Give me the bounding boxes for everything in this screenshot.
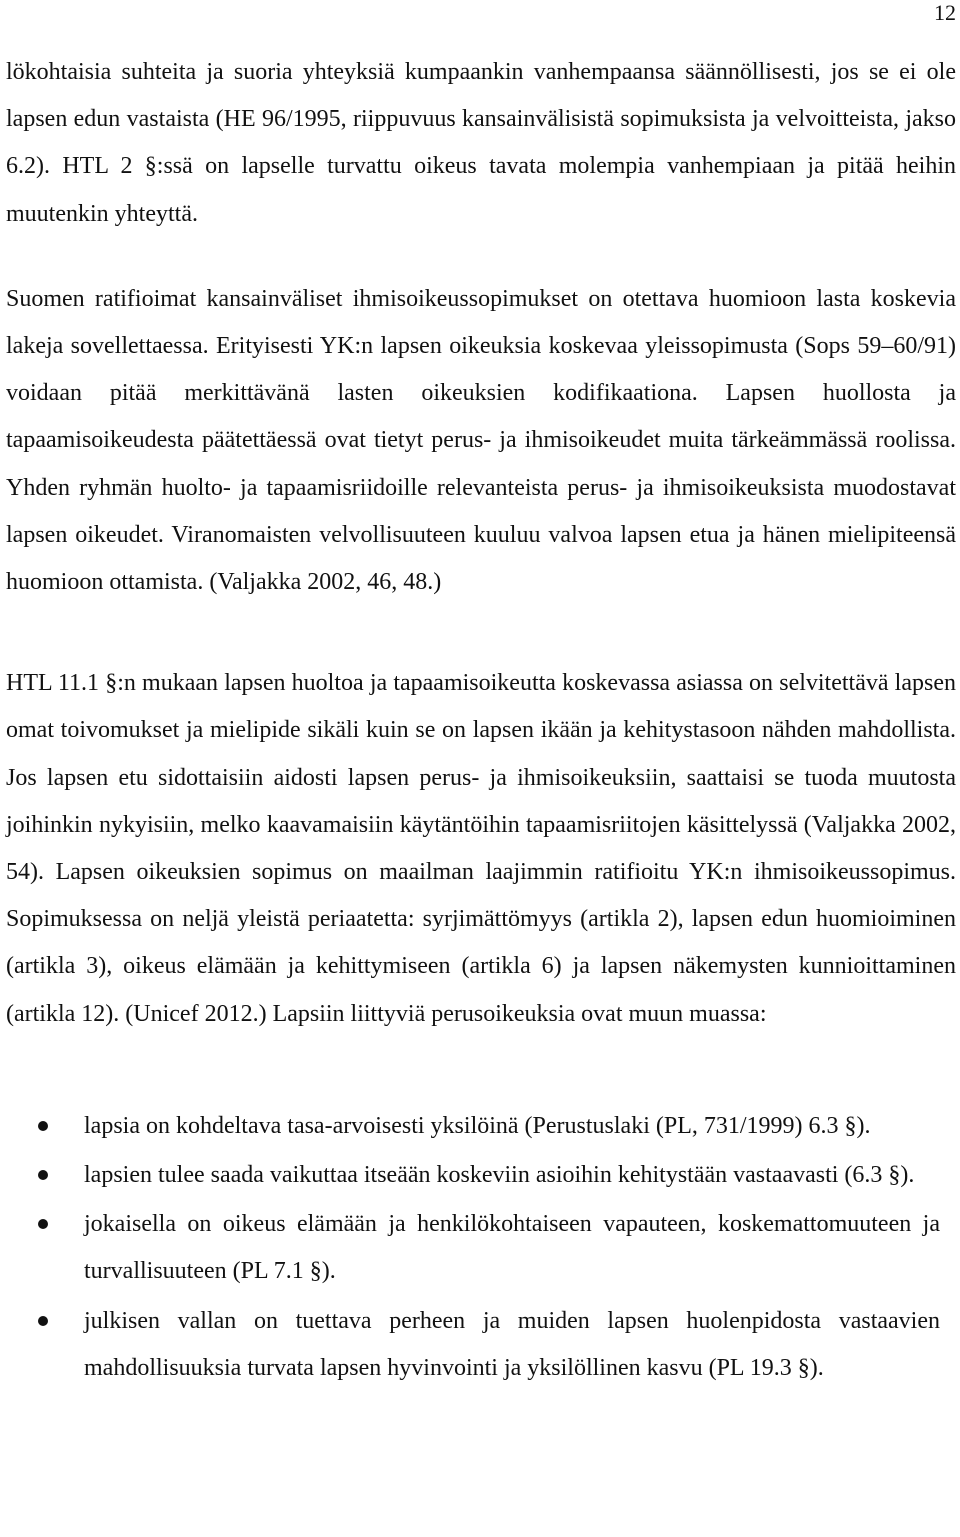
list-item-text: julkisen vallan on tuettava perheen ja muiden lapsen huolenpidosta vastaavien mahdollisuuksia turvata lapsen hyvinvointi ja yksilöllinen kasvu (PL 19.3 §). xyxy=(84,1307,940,1381)
document-body xyxy=(6,49,956,1392)
page-number: 12 xyxy=(934,0,956,25)
paragraph-2: Suomen ratifioimat kansainväliset ihmisoikeussopimukset on otettava huomioon lasta koskevia lakeja sovellettaessa. Erityisesti YK:n lapsen oikeuksia koskevaa yleissopimusta (Sops 59–60/91) voidaan pitää merkittävänä lasten oikeuksien kodifikaationa. Lapsen huollosta ja tapaamisoikeudesta päätettäessä ovat tietyt perus- ja ihmisoikeudet muita tärkeämmässä roolissa. Yhden ryhmän huolto- ja tapaamisriidoille relevanteista perus- ja ihmisoikeuksista muodostavat lapsen oikeudet. Viranomaisten velvollisuuteen kuuluu valvoa lapsen etua ja hänen mielipiteensä huomioon ottamista. (Valjakka 2002, 46, 48.) xyxy=(6,285,956,596)
paragraph-3: HTL 11.1 §:n mukaan lapsen huoltoa ja tapaamisoikeutta koskevassa asiassa on selvitettävä lapsen omat toivomukset ja mielipide sikäli kuin se on lapsen ikään ja kehitystasoon nähden mahdollista. Jos lapsen etu sidottaisiin aidosti lapsen perus- ja ihmisoikeuksiin, saattaisi se tuoda muutosta joihinkin nykyisiin, melko kaavamaisiin käytäntöihin tapaamisriitojen käsittelyssä (Valjakka 2002, 54). Lapsen oikeuksien sopimus on maailman laajimmin ratifioitu YK:n ihmisoikeussopimus. Sopimuksessa on neljä yleistä periaatetta: syrjimättömyys (artikla 2), lapsen edun huomioiminen (artikla 3), oikeus elämään ja kehittymiseen (artikla 6) ja lapsen näkemysten kunnioittaminen (artikla 12). (Unicef 2012.) Lapsiin liittyviä perusoikeuksia ovat muun muassa: xyxy=(6,670,956,1027)
list-item xyxy=(6,1152,956,1199)
list-item xyxy=(6,1103,956,1150)
list-item xyxy=(6,1201,956,1295)
bullet-icon xyxy=(38,1121,48,1131)
bullet-icon xyxy=(38,1170,48,1180)
list-item xyxy=(6,1298,956,1392)
paragraph-1: lökohtaisia suhteita ja suoria yhteyksiä kumpaankin vanhempaansa säännöllisesti, jos se ei ole lapsen edun vastaista (HE 96/1995, riippuvuus kansainvälisistä sopimuksista ja velvoitteista, jakso 6.2). HTL 2 §:ssä on lapselle turvattu oikeus tavata molempia vanhempiaan ja pitää heihin muutenkin yhteyttä. xyxy=(6,59,956,227)
bullet-list xyxy=(6,1103,956,1392)
bullet-icon xyxy=(38,1219,48,1229)
list-item-text: jokaisella on oikeus elämään ja henkilökohtaiseen vapauteen, koskemattomuuteen ja turvallisuuteen (PL 7.1 §). xyxy=(84,1211,940,1285)
list-item-text: lapsia on kohdeltava tasa-arvoisesti yksilöinä (Perustuslaki (PL, 731/1999) 6.3 §). xyxy=(84,1112,871,1139)
list-item-text: lapsien tulee saada vaikuttaa itseään koskeviin asioihin kehitystään vastaavasti (6.3 §). xyxy=(84,1162,915,1189)
bullet-icon xyxy=(38,1316,48,1326)
